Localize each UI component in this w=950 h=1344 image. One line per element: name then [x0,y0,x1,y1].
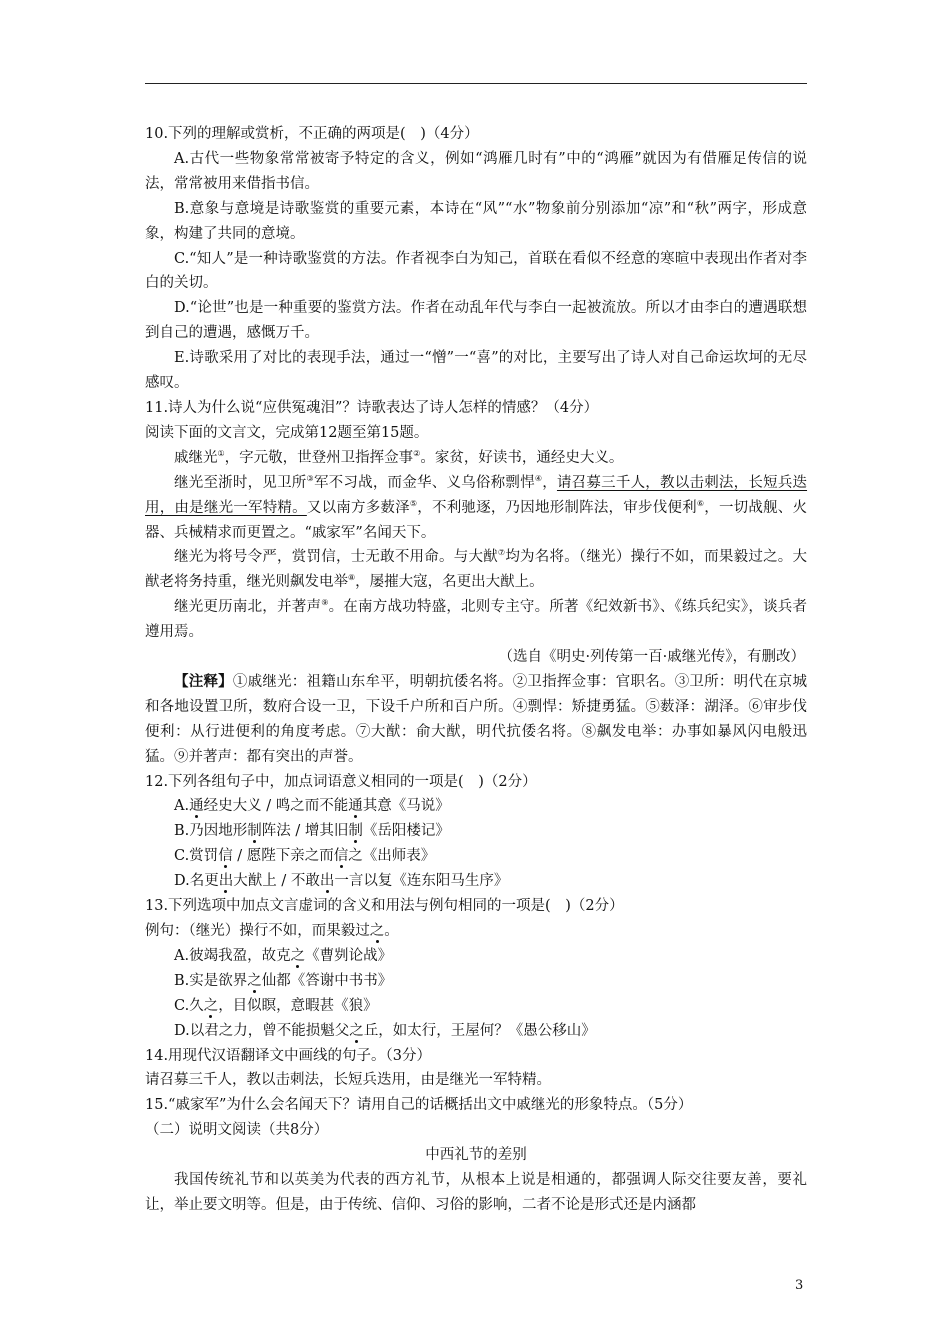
q12-option-c: C.赏罚信 / 愿陛下亲之而信之《出师表》 [174,848,436,865]
q10-option-a: A.古代一些物象常常被寄予特定的含义，例如“鸿雁几时有”中的“鸿雁”就因为有借雁足传信的说法，常常被用来借指书信。 [145,150,807,192]
article-paragraph-1: 我国传统礼节和以英美为代表的西方礼节，从根本上说是相通的，都强调人际交往要友善，要礼让，举止要文明等。但是，由于传统、信仰、习俗的影响，二者不论是形式还是内涵都 [145,1172,807,1213]
q15-stem: 15.“戚家军”为什么会名闻天下？请用自己的话概括出文中戚继光的形象特点。（5分） [145,1097,693,1114]
q10-option-d: D.“论世”也是一种重要的鉴赏方法。作者在动乱年代与李白一起被流放。所以才由李白的遭遇联想到自己的遭遇，感慨万千。 [145,300,807,342]
q11-stem: 11.诗人为什么说“应供冤魂泪”？诗歌表达了诗人怎样的情感？（4分） [145,399,599,416]
q10-option-e: E.诗歌采用了对比的表现手法，通过一“憎”一“喜”的对比，主要写出了诗人对自己命运坎坷的无尽感叹。 [145,350,807,392]
q14-stem: 14.用现代汉语翻译文中画线的句子。（3分） [145,1047,432,1064]
passage-paragraph-4: 继光更历南北，并著声⑨。在南方战功特盛，北则专主守。所著《纪效新书》、《练兵纪实》，谈兵者遵用焉。 [145,598,808,641]
q14-sentence: 请召募三千人，教以击刺法，长短兵迭用，由是继光一军特精。 [145,1072,551,1089]
q13-option-b: B.实是欲界之仙都《答谢中书书》 [174,972,393,989]
q12-option-d: D.名更出大猷上 / 不敢出一言以复《连东阳马生序》 [174,873,509,890]
q13-example: 例句：（继光）操行不如，而果毅过之。 [145,923,399,939]
q13-stem: 13.下列选项中加点文言虚词的含义和用法与例句相同的一项是( )（2分） [145,898,624,915]
passage-paragraph-1: 戚继光①，字元敬，世登州卫指挥佥事②。家贫，好读书，通经史大义。 [174,448,624,466]
page-number: 3 [795,1278,804,1293]
passage-paragraph-2: 继光至浙时，见卫所③军不习战，而金华、义乌俗称剽悍④，请召募三千人，教以击刺法，长短兵迭用，由是继光一军特精。又以南方多薮泽⑤，不利驰逐，乃因地形制阵法，审步伐便利⑥，一切战舰、火器、兵械精求而更置之。“戚家军”名闻天下。 [145,473,808,541]
passage-paragraph-3: 继光为将号令严，赏罚信，士无敢不用命。与大猷⑦均为名将。（继光）操行不如，而果毅过之。大猷老将务持重，继光则飙发电举⑧，屡摧大寇，名更出大猷上。 [145,548,808,591]
q12-option-b: B.乃因地形制阵法 / 增其旧制《岳阳楼记》 [174,823,450,840]
section2-heading: （二）说明文阅读（共8分） [145,1122,329,1139]
page-content [145,122,807,1218]
q10-option-c: C.“知人”是一种诗歌鉴赏的方法。作者视李白为知己，首联在看似不经意的寒暄中表现出作者对李白的关切。 [145,250,807,292]
q12-stem: 12.下列各组句子中，加点词语意义相同的一项是( )（2分） [145,773,537,790]
q13-option-c: C.久之，目似瞑，意暇甚《狼》 [174,997,378,1014]
q13-option-a: A.彼竭我盈，故克之《曹刿论战》 [174,947,393,964]
passage-source: （选自《明史·列传第一百·戚继光传》，有删改） [498,649,805,666]
q10-stem: 10.下列的理解或赏析，不正确的两项是( )（4分） [145,126,479,142]
q13-option-d: D.以君之力，曾不能损魁父之丘，如太行，王屋何？《愚公移山》 [174,1022,596,1039]
passage-notes: 【注释】①戚继光：祖籍山东牟平，明朝抗倭名将。②卫指挥佥事：官职名。③卫所：明代在京城和各地设置卫所，数府合设一卫，下设千户所和百户所。④剽悍：矫捷勇猛。⑤薮泽：湖泽。⑥审步伐便利：从行进便利的角度考虑。⑦大猷：俞大猷，明代抗倭名将。⑧飙发电举：办事如暴风闪电般迅猛。⑨并著声：都有突出的声誉。 [145,672,807,765]
q10-option-b: B.意象与意境是诗歌鉴赏的重要元素，本诗在“风”“水”物象前分别添加“凉”和“秋”两字，形成意象，构建了共同的意境。 [145,200,807,242]
header-rule [145,83,807,84]
reading-intro: 阅读下面的文言文，完成第12题至第15题。 [145,424,429,441]
article-title: 中西礼节的差别 [425,1147,527,1164]
underlined-sentence: 请召募三千人，教以击刺法，长短兵迭用，由是继光一军特精。 [145,474,808,516]
q12-option-a: A.通经史大义 / 鸣之而不能通其意《马说》 [174,798,450,815]
